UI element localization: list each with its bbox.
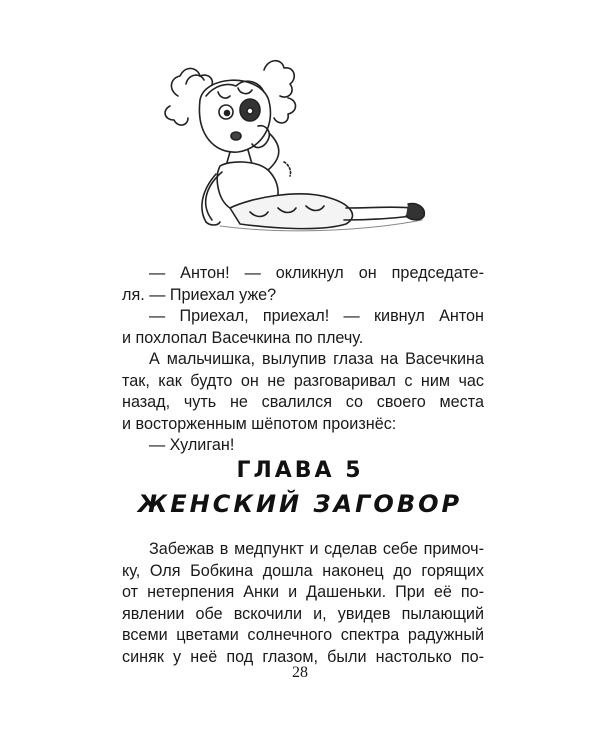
text-line: ку, Оля Бобкина дошла наконец до горящих [122,561,484,580]
text-line: — Антон! — окликнул он председате- [149,264,484,282]
text-line: ля. — Приехал уже? [122,285,277,304]
text-line: — Приехал, приехал! — кивнул Антон [149,307,484,325]
page-number: 28 [292,664,308,681]
passage-dialogue [122,263,484,457]
text-line: — Хулиган! [149,436,235,454]
text-line: Забежав в медпункт и сделав себе примоч- [149,540,484,558]
text-line: так, как будто он не разговаривал с ним час [122,371,484,390]
passage-chapter-start [122,539,484,668]
text-line: и похлопал Васечкина по плечу. [122,328,364,347]
text-line: синяк у неё под глазом, были настолько по- [122,647,484,666]
text-line: назад, чуть не свалился со своего места [122,393,484,411]
text-line: всеми цветами солнечного спектра радужный [122,626,484,644]
text-line: от нетерпения Анки и Дашеньки. При её по- [122,583,484,601]
text-line: явлении обе вскочили и, увидев пылающий [122,604,484,623]
text-line: А мальчишка, вылупив глаза на Васечкина [149,350,484,368]
chapter-title: ЖЕНСКИЙ ЗАГОВОР [137,490,463,518]
text-line: и восторженным шёпотом произнёс: [122,414,397,433]
chapter-number: ГЛАВА 5 [236,458,364,483]
girl-with-black-eye-sitting-on-floor-icon [160,48,440,238]
